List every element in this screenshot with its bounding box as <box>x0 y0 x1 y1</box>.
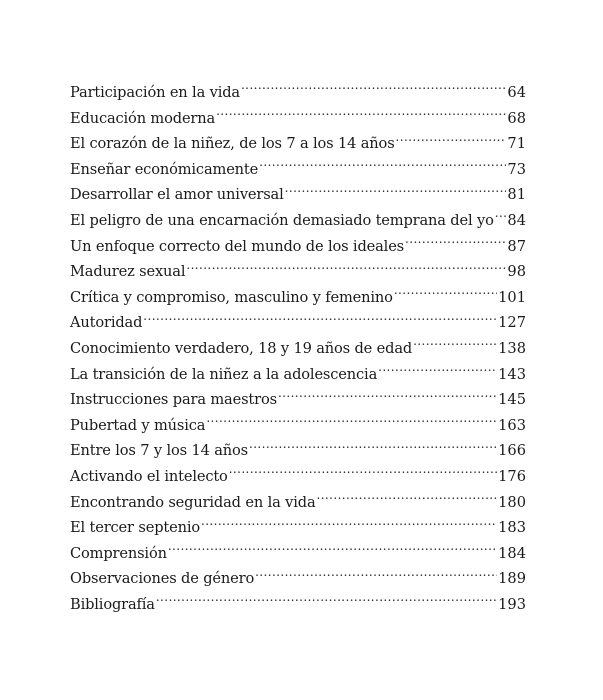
toc-entry[interactable] <box>70 208 526 234</box>
dot-leader <box>168 544 497 558</box>
toc-entry-page: 166 <box>498 442 526 460</box>
dot-leader <box>206 416 497 430</box>
toc-entry[interactable] <box>70 80 526 106</box>
toc-entry[interactable] <box>70 157 526 183</box>
toc-entry-page: 68 <box>507 109 526 127</box>
toc-entry-title: Madurez sexual <box>70 263 186 281</box>
toc-entry-title: Crítica y compromiso, masculino y femenino <box>70 288 393 306</box>
toc-entry-title: Educación moderna <box>70 109 216 127</box>
dot-leader <box>394 288 497 302</box>
toc-entry-title: Pubertad y música <box>70 416 206 434</box>
toc-entry-title: Conocimiento verdadero, 18 y 19 años de edad <box>70 339 413 357</box>
toc-entry-page: 138 <box>498 339 526 357</box>
dot-leader <box>285 185 507 199</box>
toc-entry[interactable] <box>70 106 526 132</box>
toc-entry-title: Bibliografía <box>70 595 155 613</box>
toc-entry-title: Un enfoque correcto del mundo de los ideales <box>70 237 405 255</box>
toc-entry-title: Desarrollar el amor universal <box>70 186 284 204</box>
toc-entry[interactable] <box>70 413 526 439</box>
dot-leader <box>241 83 506 97</box>
toc-entry-page: 71 <box>507 135 526 153</box>
dot-leader <box>396 134 507 148</box>
toc-entry-page: 98 <box>507 263 526 281</box>
toc-entry-title: La transición de la niñez a la adolescencia <box>70 365 378 383</box>
toc-entry[interactable] <box>70 541 526 567</box>
toc-entry[interactable] <box>70 387 526 413</box>
toc-entry-page: 189 <box>498 570 526 588</box>
toc-entry-title: El peligro de una encarnación demasiado temprana del yo <box>70 211 494 229</box>
toc-entry-page: 193 <box>498 595 526 613</box>
toc-entry-title: Encontrando seguridad en la vida <box>70 493 316 511</box>
toc-entry-title: El tercer septenio <box>70 519 200 537</box>
toc-entry-title: El corazón de la niñez, de los 7 a los 14 años <box>70 135 395 153</box>
toc-entry[interactable] <box>70 234 526 260</box>
dot-leader <box>229 467 497 481</box>
toc-entry[interactable] <box>70 490 526 516</box>
toc-entry-title: Entre los 7 y los 14 años <box>70 442 248 460</box>
toc-entry[interactable] <box>70 566 526 592</box>
toc-entry-title: Activando el intelecto <box>70 467 228 485</box>
toc-entry-page: 101 <box>498 288 526 306</box>
dot-leader <box>216 109 506 123</box>
dot-leader <box>255 569 497 583</box>
dot-leader <box>249 441 497 455</box>
toc-entry-page: 84 <box>507 211 526 229</box>
toc-entry[interactable] <box>70 592 526 618</box>
toc-entry[interactable] <box>70 438 526 464</box>
toc-entry-page: 87 <box>507 237 526 255</box>
toc-entry-page: 145 <box>498 391 526 409</box>
toc-entry[interactable] <box>70 310 526 336</box>
dot-leader <box>413 339 497 353</box>
toc-entry-page: 184 <box>498 544 526 562</box>
toc-entry-page: 64 <box>507 84 526 101</box>
toc-entry-title: Autoridad <box>70 314 143 332</box>
toc-entry[interactable] <box>70 285 526 311</box>
toc-entry-page: 143 <box>498 365 526 383</box>
toc-entry-page: 163 <box>498 416 526 434</box>
toc-entry[interactable] <box>70 362 526 388</box>
table-of-contents <box>70 80 526 617</box>
toc-entry-page: 81 <box>507 186 526 204</box>
toc-entry-page: 176 <box>498 467 526 485</box>
toc-entry[interactable] <box>70 182 526 208</box>
toc-entry-title: Comprensión <box>70 544 167 562</box>
toc-entry-title: Observaciones de género <box>70 570 255 588</box>
dot-leader <box>143 313 497 327</box>
dot-leader <box>156 595 497 609</box>
dot-leader <box>378 365 497 379</box>
toc-entry-title: Enseñar económicamente <box>70 160 259 178</box>
toc-entry[interactable] <box>70 464 526 490</box>
dot-leader <box>186 262 506 276</box>
dot-leader <box>259 160 506 174</box>
toc-entry[interactable] <box>70 259 526 285</box>
toc-entry[interactable] <box>70 336 526 362</box>
toc-entry[interactable] <box>70 515 526 541</box>
dot-leader <box>317 493 498 507</box>
toc-entry-title: Instrucciones para maestros <box>70 391 277 409</box>
dot-leader <box>495 211 507 225</box>
toc-entry[interactable] <box>70 131 526 157</box>
toc-entry-title: Participación en la vida <box>70 84 240 101</box>
dot-leader <box>201 518 497 532</box>
dot-leader <box>405 237 506 251</box>
toc-entry-page: 180 <box>498 493 526 511</box>
dot-leader <box>278 390 497 404</box>
toc-entry-page: 127 <box>498 314 526 332</box>
toc-entry-page: 183 <box>498 519 526 537</box>
toc-entry-page: 73 <box>507 160 526 178</box>
